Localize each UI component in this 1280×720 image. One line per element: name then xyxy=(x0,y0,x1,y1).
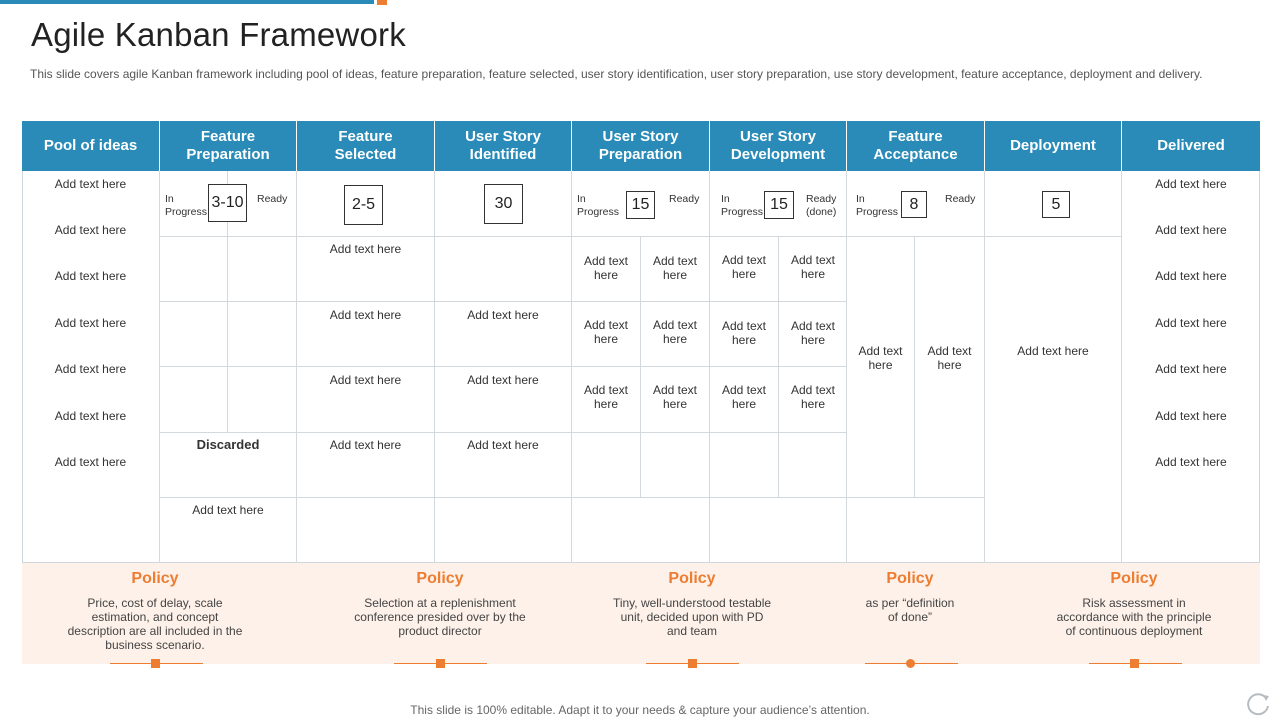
policy-text[interactable]: Price, cost of delay, scale estimation, and concept description are all included in the business scenario. xyxy=(67,596,243,652)
card-text[interactable]: Add text here xyxy=(583,254,629,282)
column-header-delivered: Delivered xyxy=(1122,121,1260,171)
ready-label: Ready xyxy=(945,193,976,205)
policy-marker xyxy=(436,659,445,668)
card-text[interactable]: Add text here xyxy=(329,438,402,452)
grid-line xyxy=(159,432,847,433)
card-text[interactable]: Add text here xyxy=(329,373,402,387)
pool-item[interactable]: Add text here xyxy=(54,223,127,237)
delivered-item[interactable]: Add text here xyxy=(1155,362,1227,376)
card-text[interactable]: Add text here xyxy=(721,253,767,281)
top-accent-marker xyxy=(377,0,387,5)
card-text[interactable]: Add text here xyxy=(790,253,836,281)
policy-marker xyxy=(151,659,160,668)
card-text[interactable]: Add text here xyxy=(790,383,836,411)
pool-item[interactable]: Add text here xyxy=(54,362,127,376)
pool-item[interactable]: Add text here xyxy=(54,409,127,423)
policy-marker xyxy=(1130,659,1139,668)
grid-line xyxy=(159,236,1122,237)
delivered-item[interactable]: Add text here xyxy=(1155,455,1227,469)
delivered-item[interactable]: Add text here xyxy=(1155,409,1227,423)
policy-text[interactable]: as per “definition of done” xyxy=(865,596,955,624)
card-text[interactable]: Add text here xyxy=(329,308,402,322)
ready-done-label: Ready (done) xyxy=(806,193,837,218)
discarded-label: Discarded xyxy=(196,437,260,452)
footer-note: This slide is 100% editable. Adapt it to your needs & capture your audience’s attention. xyxy=(410,703,870,717)
in-progress-label: In Progress xyxy=(721,193,764,218)
card-text[interactable]: Add text here xyxy=(790,319,836,347)
page-description: This slide covers agile Kanban framework including pool of ideas, feature preparation, feature selected, user story identification, user story preparation, use story development, feature acceptance, deployment and delivery. xyxy=(30,67,1203,81)
policy-title: Policy xyxy=(131,570,179,587)
card-text[interactable]: Add text here xyxy=(927,344,972,372)
pool-item[interactable]: Add text here xyxy=(54,269,127,283)
card-text[interactable]: Add text here xyxy=(721,319,767,347)
ready-label: Ready xyxy=(257,193,288,205)
policy-text[interactable]: Selection at a replenishment conference presided over by the product director xyxy=(354,596,526,638)
policy-title: Policy xyxy=(886,570,934,587)
in-progress-label: In Progress xyxy=(165,193,208,218)
wip-limit-box[interactable]: 8 xyxy=(901,191,927,218)
delivered-item[interactable]: Add text here xyxy=(1155,269,1227,283)
policy-marker xyxy=(688,659,697,668)
wip-limit-box[interactable]: 2-5 xyxy=(344,185,383,225)
column-header-pool-of-ideas: Pool of ideas xyxy=(22,121,160,171)
grid-line xyxy=(571,171,572,563)
in-progress-label: In Progress xyxy=(577,193,620,218)
card-text[interactable]: Add text here xyxy=(652,318,698,346)
card-text[interactable]: Add text here xyxy=(467,308,539,322)
card-text[interactable]: Add text here xyxy=(467,438,539,452)
card-text[interactable]: Add text here xyxy=(1017,344,1089,358)
policy-title: Policy xyxy=(416,570,464,587)
column-header-user-story-preparation: User Story Preparation xyxy=(572,121,710,171)
grid-line xyxy=(434,171,435,563)
policy-text[interactable]: Tiny, well-understood testable unit, decided upon with PD and team xyxy=(612,596,772,638)
page-title: Agile Kanban Framework xyxy=(31,16,406,53)
wip-limit-box[interactable]: 30 xyxy=(484,184,523,224)
grid-line xyxy=(159,497,984,498)
grid-line xyxy=(159,366,847,367)
policy-title: Policy xyxy=(1110,570,1158,587)
column-header-feature-selected: Feature Selected xyxy=(297,121,435,171)
column-header-user-story-identified: User Story Identified xyxy=(435,121,572,171)
ready-label: Ready xyxy=(669,193,700,205)
grid-line xyxy=(984,171,985,563)
card-text[interactable]: Add text here xyxy=(467,373,539,387)
grid-line xyxy=(296,171,297,563)
policy-marker xyxy=(906,659,915,668)
column-header-feature-acceptance: Feature Acceptance xyxy=(847,121,985,171)
card-text[interactable]: Add text here xyxy=(721,383,767,411)
wip-limit-box[interactable]: 5 xyxy=(1042,191,1070,218)
grid-line xyxy=(159,301,847,302)
pool-item[interactable]: Add text here xyxy=(54,455,127,469)
discarded-item[interactable]: Add text here xyxy=(192,503,264,517)
grid-line xyxy=(709,171,710,563)
card-text[interactable]: Add text here xyxy=(858,344,903,372)
card-text[interactable]: Add text here xyxy=(583,383,629,411)
card-text[interactable]: Add text here xyxy=(329,242,402,256)
pool-item[interactable]: Add text here xyxy=(54,316,127,330)
delivered-item[interactable]: Add text here xyxy=(1155,316,1227,330)
delivered-item[interactable]: Add text here xyxy=(1155,177,1227,191)
pool-item[interactable]: Add text here xyxy=(54,177,127,191)
policy-text[interactable]: Risk assessment in accordance with the principle of continuous deployment xyxy=(1056,596,1212,638)
policy-title: Policy xyxy=(668,570,716,587)
card-text[interactable]: Add text here xyxy=(652,383,698,411)
card-text[interactable]: Add text here xyxy=(583,318,629,346)
column-header-feature-preparation: Feature Preparation xyxy=(160,121,297,171)
column-header-deployment: Deployment xyxy=(985,121,1122,171)
delivered-item[interactable]: Add text here xyxy=(1155,223,1227,237)
wip-limit-box[interactable]: 15 xyxy=(626,191,655,219)
wip-limit-box[interactable]: 3-10 xyxy=(208,184,247,222)
in-progress-label: In Progress xyxy=(856,193,899,218)
card-text[interactable]: Add text here xyxy=(652,254,698,282)
column-header-user-story-development: User Story Development xyxy=(710,121,847,171)
refresh-icon[interactable] xyxy=(1244,690,1272,718)
top-accent-bar xyxy=(0,0,374,4)
wip-limit-box[interactable]: 15 xyxy=(764,191,794,219)
